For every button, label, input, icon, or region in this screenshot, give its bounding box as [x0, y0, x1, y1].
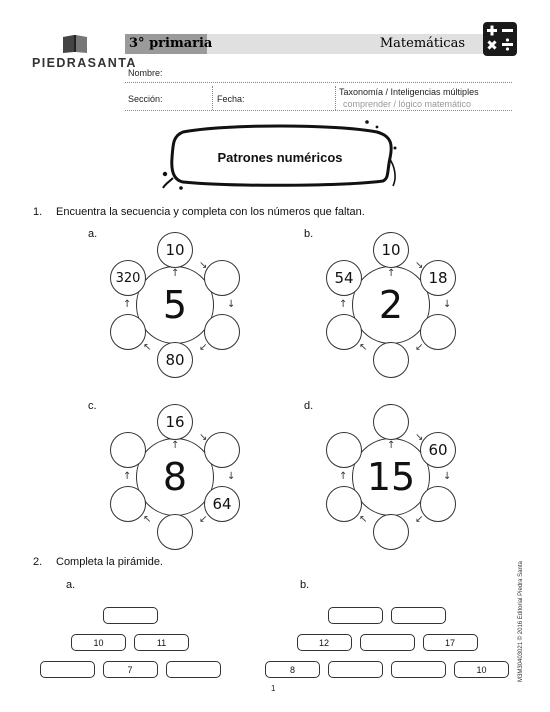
pyramid-number: 11	[134, 634, 189, 651]
sequence-arrow-icon: ↙	[199, 342, 208, 353]
answer-circle[interactable]	[204, 314, 240, 350]
name-line[interactable]	[125, 82, 512, 83]
sequence-arrow-icon: ↘	[199, 432, 208, 443]
cycle-label: d.	[304, 400, 314, 412]
date-label: Fecha:	[217, 94, 245, 104]
section-label: Sección:	[128, 94, 163, 104]
center-number: 2	[352, 266, 430, 344]
pyramid-number: 12	[297, 634, 352, 651]
pyramid-a-label: a.	[66, 579, 76, 591]
pyramid-answer-box[interactable]	[103, 607, 158, 624]
cycle-label: c.	[88, 400, 97, 412]
sequence-number: 64	[204, 486, 240, 522]
sequence-arrow-icon: ↘	[199, 260, 208, 271]
sequence-arrow-icon: ↙	[199, 514, 208, 525]
answer-circle[interactable]	[110, 314, 146, 350]
sequence-arrow-icon: ↓	[443, 299, 452, 310]
pyramid-answer-box[interactable]	[40, 661, 95, 678]
pyramid-number: 8	[265, 661, 320, 678]
worksheet-title: Patrones numéricos	[217, 150, 343, 165]
center-number: 5	[136, 266, 214, 344]
sequence-arrow-icon: ↖	[143, 342, 152, 353]
sequence-arrow-icon: ↑	[123, 299, 132, 310]
cycle-label: b.	[304, 228, 314, 240]
sequence-number: 18	[420, 260, 456, 296]
pyramid-number: 17	[423, 634, 478, 651]
section-line	[125, 110, 512, 111]
side-credit-text: M3M30403021 © 2016 Editorial Piedra Santa	[518, 561, 524, 682]
sequence-arrow-icon: ↖	[359, 514, 368, 525]
subject-label: Matemáticas	[379, 36, 465, 51]
sequence-arrow-icon: ↙	[415, 514, 424, 525]
answer-circle[interactable]	[110, 486, 146, 522]
answer-circle[interactable]	[157, 514, 193, 550]
pyramid-answer-box[interactable]	[391, 661, 446, 678]
answer-circle[interactable]	[326, 486, 362, 522]
sequence-number: 16	[157, 404, 193, 440]
sequence-number: 10	[157, 232, 193, 268]
question-2-text: Completa la pirámide.	[56, 556, 163, 568]
pyramid-answer-box[interactable]	[328, 607, 383, 624]
answer-circle[interactable]	[204, 260, 240, 296]
pyramid-answer-box[interactable]	[391, 607, 446, 624]
taxonomy-value: comprender / lógico matemático	[343, 99, 472, 109]
question-1-number: 1.	[33, 206, 43, 218]
math-operations-icon	[483, 22, 517, 56]
answer-circle[interactable]	[420, 314, 456, 350]
sequence-arrow-icon: ↑	[339, 299, 348, 310]
answer-circle[interactable]	[110, 432, 146, 468]
pyramid-answer-box[interactable]	[166, 661, 221, 678]
sequence-arrow-icon: ↓	[227, 299, 236, 310]
question-2-number: 2.	[33, 556, 43, 568]
sequence-arrow-icon: ↙	[415, 342, 424, 353]
arrow-up-icon: ↑	[387, 440, 396, 451]
header-bar	[125, 34, 515, 54]
sequence-arrow-icon: ↑	[339, 471, 348, 482]
answer-circle[interactable]	[326, 432, 362, 468]
side-credit	[512, 552, 526, 682]
center-number: 15	[352, 438, 430, 516]
pyramid-number: 7	[103, 661, 158, 678]
sequence-arrow-icon: ↖	[143, 514, 152, 525]
sequence-number: 320	[110, 260, 146, 296]
name-label: Nombre:	[128, 68, 163, 78]
sequence-number: 54	[326, 260, 362, 296]
field-separator	[212, 86, 213, 110]
brand-logo-text: PIEDRASANTA	[32, 56, 137, 70]
taxonomy-label: Taxonomía / Inteligencias múltiples	[339, 87, 479, 97]
piedrasanta-logo-icon	[60, 34, 90, 54]
page-number: 1	[271, 684, 276, 693]
cycle-label: a.	[88, 228, 98, 240]
answer-circle[interactable]	[326, 314, 362, 350]
arrow-up-icon: ↑	[171, 440, 180, 451]
sequence-arrow-icon: ↓	[443, 471, 452, 482]
pyramid-number: 10	[71, 634, 126, 651]
sequence-number: 80	[157, 342, 193, 378]
sequence-arrow-icon: ↘	[415, 432, 424, 443]
answer-circle[interactable]	[373, 514, 409, 550]
arrow-up-icon: ↑	[387, 268, 396, 279]
answer-circle[interactable]	[373, 342, 409, 378]
field-separator	[335, 86, 336, 110]
sequence-arrow-icon: ↑	[123, 471, 132, 482]
sequence-number: 10	[373, 232, 409, 268]
pyramid-answer-box[interactable]	[360, 634, 415, 651]
question-1-text: Encuentra la secuencia y completa con los números que faltan.	[56, 206, 365, 218]
pyramid-number: 10	[454, 661, 509, 678]
answer-circle[interactable]	[420, 486, 456, 522]
pyramid-b-label: b.	[300, 579, 310, 591]
sequence-arrow-icon: ↓	[227, 471, 236, 482]
answer-circle[interactable]	[204, 432, 240, 468]
center-number: 8	[136, 438, 214, 516]
grade-label: 3° primaria	[129, 36, 213, 51]
answer-circle[interactable]	[373, 404, 409, 440]
arrow-up-icon: ↑	[171, 268, 180, 279]
pyramid-answer-box[interactable]	[328, 661, 383, 678]
sequence-arrow-icon: ↘	[415, 260, 424, 271]
sequence-number: 60	[420, 432, 456, 468]
sequence-arrow-icon: ↖	[359, 342, 368, 353]
